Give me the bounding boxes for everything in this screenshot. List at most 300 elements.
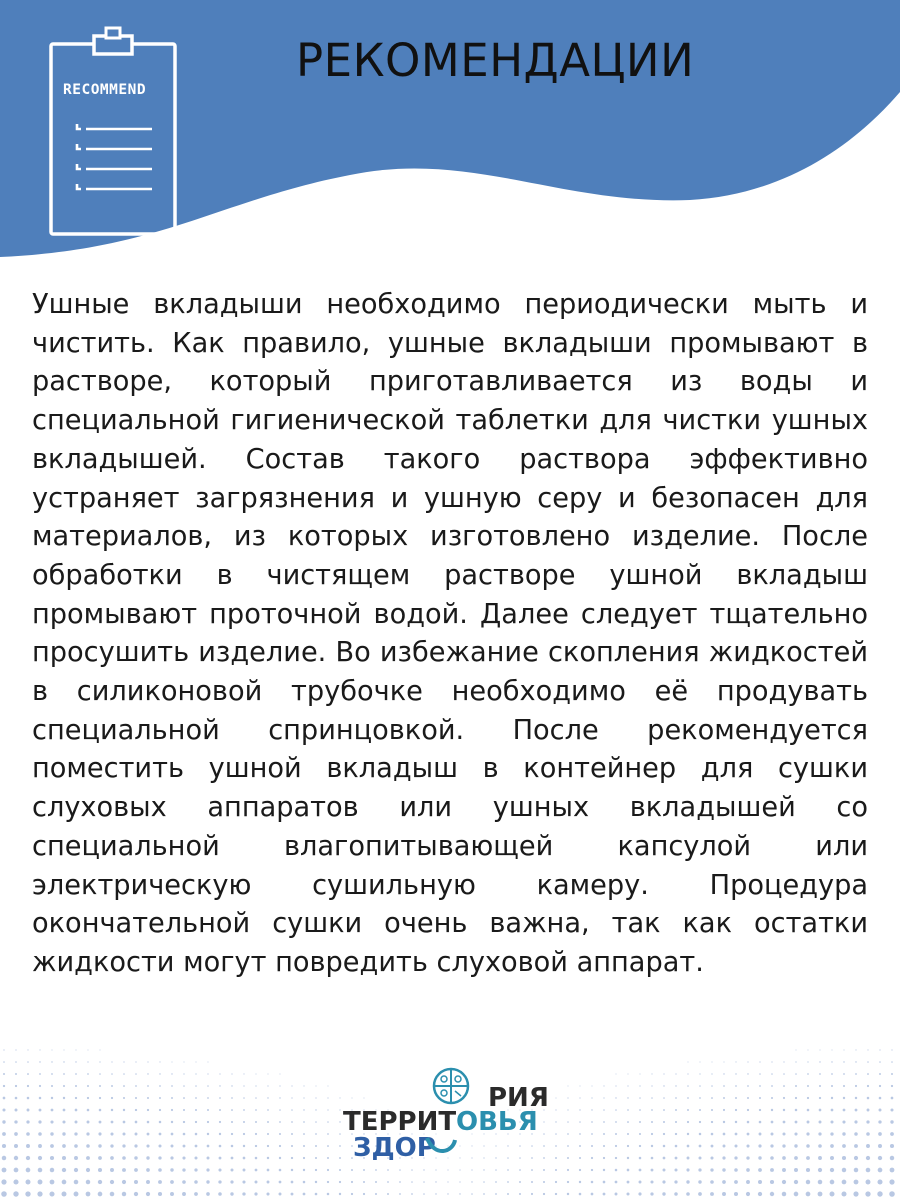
- halftone-dot: [207, 1073, 208, 1074]
- halftone-dot: [27, 1049, 28, 1050]
- halftone-dot: [855, 1061, 856, 1062]
- halftone-dot: [735, 1145, 738, 1148]
- halftone-dot: [675, 1133, 677, 1135]
- halftone-dot: [399, 1181, 401, 1183]
- halftone-dot: [567, 1133, 569, 1135]
- halftone-dot: [38, 1180, 43, 1185]
- halftone-dot: [195, 1133, 198, 1136]
- halftone-dot: [483, 1193, 485, 1195]
- halftone-dot: [50, 1120, 53, 1123]
- halftone-dot: [698, 1192, 702, 1196]
- halftone-dot: [830, 1168, 834, 1172]
- halftone-dot: [795, 1097, 797, 1099]
- halftone-dot: [579, 1193, 582, 1196]
- halftone-dot: [435, 1181, 436, 1182]
- halftone-dot: [147, 1073, 148, 1074]
- halftone-dot: [842, 1156, 846, 1160]
- halftone-dot: [879, 1049, 880, 1050]
- halftone-dot: [879, 1073, 881, 1075]
- halftone-dot: [759, 1109, 761, 1111]
- halftone-dot: [591, 1097, 592, 1098]
- halftone-dot: [327, 1145, 329, 1147]
- brand-logo: [343, 1066, 553, 1164]
- halftone-dot: [663, 1145, 666, 1148]
- halftone-dot: [795, 1121, 798, 1124]
- halftone-dot: [854, 1144, 858, 1148]
- halftone-dot: [891, 1085, 893, 1087]
- halftone-dot: [86, 1192, 91, 1197]
- halftone-dot: [110, 1168, 114, 1172]
- halftone-dot: [87, 1061, 88, 1062]
- halftone-dot: [183, 1109, 185, 1111]
- halftone-dot: [219, 1097, 221, 1099]
- halftone-dot: [758, 1156, 761, 1159]
- halftone-dot: [63, 1085, 65, 1087]
- halftone-dot: [147, 1097, 149, 1099]
- halftone-dot: [830, 1144, 834, 1148]
- halftone-dot: [315, 1157, 317, 1159]
- halftone-dot: [147, 1133, 150, 1136]
- halftone-dot: [99, 1097, 101, 1099]
- halftone-dot: [39, 1073, 41, 1075]
- halftone-dot: [171, 1121, 173, 1123]
- halftone-dot: [87, 1085, 89, 1087]
- halftone-dot: [483, 1169, 484, 1170]
- halftone-dot: [243, 1085, 244, 1086]
- halftone-dot: [171, 1145, 174, 1148]
- halftone-dot: [195, 1121, 197, 1123]
- halftone-dot: [878, 1156, 882, 1160]
- halftone-dot: [710, 1180, 714, 1184]
- halftone-dot: [158, 1168, 162, 1172]
- halftone-dot: [267, 1181, 270, 1184]
- halftone-dot: [507, 1193, 509, 1195]
- halftone-dot: [327, 1097, 328, 1098]
- halftone-dot: [243, 1121, 245, 1123]
- halftone-dot: [62, 1132, 65, 1135]
- halftone-dot: [171, 1109, 173, 1111]
- halftone-dot: [747, 1085, 749, 1087]
- halftone-dot: [782, 1192, 787, 1197]
- halftone-dot: [291, 1145, 293, 1147]
- halftone-dot: [147, 1061, 148, 1062]
- halftone-dot: [866, 1144, 870, 1148]
- halftone-dot: [122, 1192, 126, 1196]
- halftone-dot: [591, 1109, 592, 1110]
- halftone-dot: [291, 1121, 293, 1123]
- halftone-dot: [194, 1156, 197, 1159]
- halftone-dot: [747, 1061, 748, 1062]
- halftone-dot: [171, 1073, 172, 1074]
- halftone-dot: [351, 1169, 353, 1171]
- halftone-dot: [662, 1180, 665, 1183]
- halftone-dot: [134, 1180, 138, 1184]
- halftone-dot: [663, 1133, 665, 1135]
- halftone-dot: [795, 1109, 798, 1112]
- halftone-dot: [806, 1156, 810, 1160]
- halftone-dot: [27, 1073, 29, 1075]
- halftone-dot: [62, 1180, 67, 1185]
- halftone-dot: [195, 1145, 198, 1148]
- halftone-dot: [423, 1181, 425, 1183]
- halftone-dot: [471, 1193, 473, 1195]
- halftone-dot: [759, 1085, 761, 1087]
- halftone-dot: [74, 1180, 79, 1185]
- halftone-dot: [674, 1180, 677, 1183]
- halftone-dot: [819, 1061, 820, 1062]
- halftone-dot: [639, 1097, 641, 1099]
- halftone-dot: [807, 1097, 809, 1099]
- halftone-dot: [315, 1121, 317, 1123]
- halftone-dot: [14, 1132, 18, 1136]
- halftone-dot: [147, 1085, 149, 1087]
- halftone-dot: [303, 1181, 306, 1184]
- halftone-dot: [639, 1169, 642, 1172]
- halftone-dot: [699, 1085, 701, 1087]
- halftone-dot: [843, 1097, 845, 1099]
- halftone-dot: [74, 1156, 78, 1160]
- halftone-dot: [567, 1109, 568, 1110]
- halftone-dot: [255, 1085, 256, 1086]
- halftone-dot: [507, 1169, 509, 1171]
- halftone-dot: [567, 1145, 569, 1147]
- halftone-dot: [675, 1157, 678, 1160]
- halftone-dot: [734, 1180, 738, 1184]
- halftone-dot: [219, 1145, 222, 1148]
- halftone-dot: [266, 1192, 269, 1195]
- halftone-dot: [111, 1121, 114, 1124]
- halftone-dot: [627, 1073, 628, 1074]
- halftone-dot: [411, 1169, 413, 1171]
- halftone-dot: [819, 1097, 821, 1099]
- halftone-dot: [51, 1049, 52, 1050]
- halftone-dot: [218, 1168, 221, 1171]
- halftone-dot: [231, 1085, 232, 1086]
- halftone-dot: [615, 1097, 616, 1098]
- halftone-dot: [639, 1133, 641, 1135]
- halftone-dot: [194, 1192, 198, 1196]
- halftone-dot: [2, 1156, 6, 1160]
- halftone-dot: [483, 1181, 485, 1183]
- halftone-dot: [819, 1085, 821, 1087]
- halftone-dot: [758, 1192, 762, 1196]
- halftone-dot: [615, 1133, 617, 1135]
- halftone-dot: [591, 1169, 593, 1171]
- halftone-dot: [291, 1193, 294, 1196]
- halftone-dot: [877, 1191, 882, 1196]
- halftone-dot: [39, 1085, 41, 1087]
- globe-emblem-icon: [434, 1069, 468, 1103]
- halftone-dot: [159, 1121, 162, 1124]
- halftone-dot: [363, 1169, 365, 1171]
- halftone-dot: [327, 1085, 328, 1086]
- halftone-dot: [650, 1180, 653, 1183]
- halftone-dot: [27, 1061, 29, 1063]
- halftone-dot: [2, 1132, 6, 1136]
- halftone-dot: [687, 1133, 689, 1135]
- halftone-dot: [567, 1193, 569, 1195]
- halftone-dot: [843, 1061, 844, 1062]
- halftone-dot: [86, 1144, 90, 1148]
- halftone-dot: [711, 1061, 712, 1062]
- halftone-dot: [171, 1085, 173, 1087]
- halftone-dot: [195, 1097, 197, 1099]
- halftone-dot: [122, 1168, 126, 1172]
- halftone-dot: [879, 1061, 881, 1063]
- halftone-dot: [123, 1109, 125, 1111]
- halftone-dot: [87, 1097, 89, 1099]
- halftone-dot: [15, 1097, 18, 1100]
- halftone-dot: [663, 1109, 665, 1111]
- halftone-dot: [435, 1193, 436, 1194]
- halftone-dot: [170, 1156, 173, 1159]
- halftone-dot: [603, 1193, 606, 1196]
- halftone-dot: [231, 1133, 233, 1135]
- halftone-dot: [794, 1156, 798, 1160]
- halftone-dot: [771, 1085, 773, 1087]
- halftone-dot: [579, 1133, 581, 1135]
- halftone-dot: [135, 1121, 138, 1124]
- halftone-dot: [123, 1085, 125, 1087]
- halftone-dot: [782, 1168, 786, 1172]
- halftone-dot: [639, 1145, 641, 1147]
- halftone-dot: [339, 1181, 341, 1183]
- halftone-dot: [146, 1156, 149, 1159]
- halftone-dot: [795, 1085, 797, 1087]
- halftone-dot: [818, 1132, 821, 1135]
- halftone-dot: [2, 1108, 5, 1111]
- halftone-dot: [555, 1097, 556, 1098]
- halftone-dot: [411, 1181, 413, 1183]
- halftone-dot: [13, 1191, 18, 1196]
- halftone-dot: [842, 1144, 846, 1148]
- halftone-dot: [615, 1169, 618, 1172]
- halftone-dot: [86, 1156, 90, 1160]
- halftone-dot: [74, 1132, 77, 1135]
- halftone-dot: [183, 1145, 186, 1148]
- halftone-dot: [746, 1144, 749, 1147]
- halftone-dot: [818, 1144, 822, 1148]
- halftone-dot: [806, 1180, 810, 1184]
- halftone-dot: [339, 1145, 341, 1147]
- halftone-dot: [806, 1192, 811, 1197]
- halftone-dot: [807, 1121, 810, 1124]
- halftone-dot: [279, 1169, 282, 1172]
- halftone-dot: [50, 1132, 53, 1135]
- halftone-dot: [26, 1144, 30, 1148]
- halftone-dot: [674, 1192, 678, 1196]
- halftone-dot: [579, 1109, 580, 1110]
- halftone-dot: [782, 1180, 786, 1184]
- halftone-dot: [135, 1073, 137, 1075]
- halftone-dot: [14, 1120, 17, 1123]
- halftone-dot: [759, 1061, 760, 1062]
- halftone-dot: [567, 1181, 569, 1183]
- halftone-dot: [771, 1097, 773, 1099]
- halftone-dot: [158, 1156, 161, 1159]
- halftone-dot: [699, 1121, 701, 1123]
- halftone-dot: [891, 1073, 893, 1075]
- halftone-dot: [38, 1168, 43, 1173]
- halftone-dot: [699, 1145, 702, 1148]
- halftone-dot: [663, 1097, 665, 1099]
- halftone-dot: [327, 1169, 329, 1171]
- halftone-dot: [62, 1144, 66, 1148]
- halftone-dot: [555, 1109, 556, 1110]
- halftone-dot: [194, 1180, 198, 1184]
- halftone-dot: [615, 1073, 616, 1074]
- halftone-dot: [878, 1132, 882, 1136]
- halftone-dot: [879, 1109, 882, 1112]
- halftone-dot: [170, 1180, 174, 1184]
- halftone-dot: [291, 1169, 293, 1171]
- halftone-dot: [50, 1156, 54, 1160]
- halftone-dot: [62, 1120, 65, 1123]
- halftone-dot: [735, 1109, 737, 1111]
- halftone-dot: [723, 1073, 724, 1074]
- halftone-dot: [651, 1145, 653, 1147]
- halftone-dot: [267, 1169, 270, 1172]
- halftone-dot: [267, 1157, 269, 1159]
- halftone-dot: [711, 1097, 713, 1099]
- halftone-dot: [279, 1085, 280, 1086]
- halftone-dot: [123, 1097, 125, 1099]
- halftone-dot: [543, 1193, 545, 1195]
- halftone-dot: [675, 1109, 677, 1111]
- halftone-dot: [255, 1181, 258, 1184]
- halftone-dot: [399, 1169, 401, 1171]
- halftone-dot: [375, 1181, 377, 1183]
- halftone-dot: [49, 1191, 54, 1196]
- halftone-dot: [830, 1120, 833, 1123]
- halftone-dot: [723, 1145, 726, 1148]
- halftone-dot: [651, 1097, 653, 1099]
- halftone-dot: [159, 1085, 161, 1087]
- halftone-dot: [339, 1121, 340, 1122]
- halftone-dot: [841, 1191, 846, 1196]
- halftone-dot: [363, 1193, 365, 1195]
- halftone-dot: [471, 1169, 472, 1170]
- halftone-dot: [747, 1073, 748, 1074]
- halftone-dot: [759, 1133, 762, 1136]
- halftone-dot: [99, 1049, 100, 1050]
- halftone-dot: [627, 1157, 629, 1159]
- halftone-dot: [98, 1192, 103, 1197]
- halftone-dot: [710, 1168, 713, 1171]
- halftone-dot: [855, 1097, 857, 1099]
- halftone-dot: [796, 1050, 797, 1051]
- halftone-dot: [567, 1157, 569, 1159]
- halftone-dot: [146, 1192, 150, 1196]
- logo-line2-tail: ОВЬЯ: [456, 1107, 538, 1137]
- halftone-dot: [746, 1168, 750, 1172]
- halftone-dot: [639, 1073, 640, 1074]
- halftone-dot: [254, 1192, 257, 1195]
- halftone-dot: [722, 1156, 725, 1159]
- halftone-dot: [267, 1145, 269, 1147]
- halftone-dot: [207, 1121, 209, 1123]
- halftone-dot: [339, 1109, 340, 1110]
- halftone-dot: [699, 1061, 700, 1062]
- halftone-dot: [603, 1145, 605, 1147]
- halftone-dot: [771, 1073, 773, 1075]
- halftone-dot: [831, 1073, 833, 1075]
- halftone-dot: [39, 1049, 40, 1050]
- halftone-dot: [182, 1156, 185, 1159]
- halftone-dot: [123, 1133, 126, 1136]
- halftone-dot: [1, 1179, 6, 1184]
- halftone-dot: [687, 1121, 689, 1123]
- halftone-dot: [75, 1121, 78, 1124]
- halftone-dot: [879, 1097, 882, 1100]
- halftone-dot: [134, 1168, 138, 1172]
- halftone-dot: [771, 1109, 773, 1111]
- halftone-dot: [782, 1132, 785, 1135]
- halftone-dot: [327, 1193, 330, 1196]
- halftone-dot: [651, 1109, 653, 1111]
- halftone-dot: [243, 1073, 244, 1074]
- halftone-dot: [218, 1192, 222, 1196]
- halftone-dot: [651, 1085, 652, 1086]
- halftone-dot: [98, 1144, 101, 1147]
- halftone-dot: [399, 1193, 401, 1195]
- halftone-dot: [99, 1121, 102, 1124]
- halftone-dot: [675, 1145, 678, 1148]
- halftone-dot: [63, 1109, 66, 1112]
- halftone-dot: [38, 1132, 42, 1136]
- halftone-dot: [627, 1085, 628, 1086]
- halftone-dot: [735, 1085, 737, 1087]
- halftone-dot: [818, 1156, 822, 1160]
- halftone-dot: [639, 1157, 642, 1160]
- halftone-dot: [889, 1191, 895, 1197]
- halftone-dot: [63, 1061, 64, 1062]
- halftone-dot: [591, 1181, 594, 1184]
- halftone-dot: [206, 1180, 209, 1183]
- halftone-dot: [219, 1157, 222, 1160]
- halftone-dot: [627, 1181, 630, 1184]
- halftone-dot: [61, 1191, 66, 1196]
- halftone-dot: [807, 1049, 808, 1050]
- halftone-dot: [735, 1061, 736, 1062]
- halftone-dot: [2, 1144, 6, 1148]
- halftone-dot: [746, 1156, 749, 1159]
- halftone-dot: [471, 1181, 472, 1182]
- halftone-dot: [591, 1145, 593, 1147]
- halftone-dot: [603, 1121, 605, 1123]
- halftone-dot: [15, 1061, 17, 1063]
- halftone-dot: [231, 1157, 234, 1160]
- halftone-dot: [38, 1144, 42, 1148]
- halftone-dot: [603, 1109, 605, 1111]
- halftone-dot: [734, 1192, 738, 1196]
- halftone-dot: [315, 1109, 316, 1110]
- halftone-dot: [339, 1193, 341, 1195]
- halftone-dot: [110, 1132, 113, 1135]
- halftone-dot: [555, 1181, 557, 1183]
- halftone-dot: [207, 1145, 210, 1148]
- halftone-dot: [735, 1121, 737, 1123]
- halftone-dot: [87, 1121, 90, 1124]
- halftone-dot: [1, 1191, 7, 1197]
- halftone-dot: [267, 1085, 268, 1086]
- halftone-dot: [891, 1097, 894, 1100]
- halftone-dot: [15, 1073, 17, 1075]
- halftone-dot: [459, 1181, 460, 1182]
- halftone-dot: [495, 1193, 497, 1195]
- halftone-dot: [783, 1097, 785, 1099]
- halftone-dot: [818, 1192, 823, 1197]
